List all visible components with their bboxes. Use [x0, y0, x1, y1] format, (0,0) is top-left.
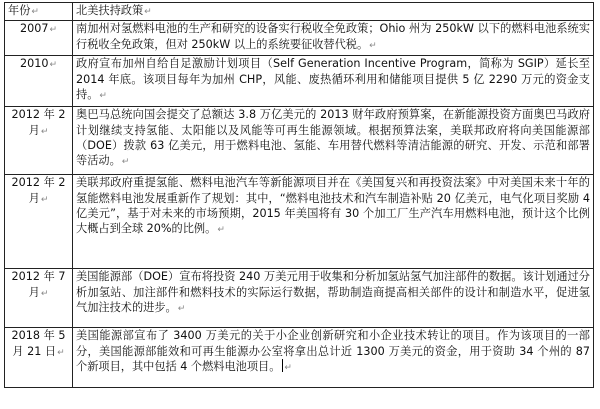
year-cell[interactable]: 2012 年 2 月↵	[5, 175, 73, 269]
year-cell[interactable]: 2010↵	[5, 56, 73, 107]
header-policy: 北美扶持政策↵	[73, 3, 594, 21]
table-row	[5, 107, 594, 175]
year-cell[interactable]: 2012 年 7 月↵	[5, 269, 73, 328]
policy-cell[interactable]: 南加州对氢燃料电池的生产和研究的设备实行税收全免政策；Ohio 州为 250kW 以下的燃料电池系统实行税收全免政策，但对 250kW 以上的系统要征收替代税。↵	[73, 21, 594, 56]
year-cell[interactable]: 2012 年 2 月↵	[5, 107, 73, 175]
header-year: 年份↵	[5, 3, 73, 21]
policy-cell[interactable]: 美国能源部（DOE）宣布将投资 240 万美元用于收集和分析加氢站氢气加注部件的数据。该计划通过分析加氢站、加注部件和燃料技术的实际运行数据，帮助制造商提高相关部件的设计和制造水平，促进氢气加注技术的进步。↵	[73, 269, 594, 328]
table-header-row	[5, 3, 594, 21]
year-cell[interactable]: 2007↵	[5, 21, 73, 56]
policy-cell[interactable]: 奥巴马总统向国会提交了总额达 3.8 万亿美元的 2013 财年政府预算案，在新能源投资方面奥巴马政府计划继续支持氢能、太阳能以及风能等可再生能源领域。根据预算法案，美联邦政府将向美国能源部（DOE）拨款 63 亿美元，用于燃料电池、氢能、车用替代燃料等清洁能源的研究、开发、示范和部署等活动。↵	[73, 107, 594, 175]
policy-cell[interactable]: 政府宣布加州自给自足激励计划项目（Self Generation Incentive Program，简称为 SGIP）延长至 2014 年底。该项目每年为加州 CHP，风能、废热循环利用和储能项目提供 5 亿 2290 万元的资金支持。↵	[73, 56, 594, 107]
table-row	[5, 175, 594, 269]
table-row	[5, 56, 594, 107]
table-row	[5, 328, 594, 388]
policy-cell[interactable]: 美国能源部宣布了 3400 万美元的关于小企业创新研究和小企业技术转让的项目。作为该项目的一部分，美国能源部能效和可再生能源办公室将拿出总计近 1300 万美元的资金，用于资助 34 个州的 87 个新项目，其中包括 4 个燃料电池项目。 ↵	[73, 328, 594, 388]
policy-cell[interactable]: 美联邦政府重提氢能、燃料电池汽车等新能源项目并在《美国复兴和再投资法案》中对美国未来十年的氢能燃料电池发展重新作了规划：其中，“燃料电池技术和汽车制造补贴 20 亿美元，电气化项目奖励 4 亿美元”，基于对未来的市场预期，2015 年美国将有 30 个加工厂生产汽车用燃料电池，预计这个比例大概占到全球 20%的比例。↵	[73, 175, 594, 269]
policy-table	[4, 2, 594, 388]
table-row	[5, 21, 594, 56]
year-cell[interactable]: 2018 年 5 月 21 日↵	[5, 328, 73, 388]
table-row	[5, 269, 594, 328]
